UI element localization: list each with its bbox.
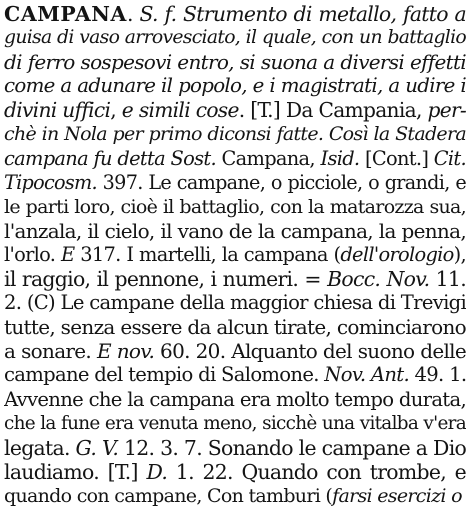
entry-text: quando con campane, Con tamburi ( xyxy=(4,484,333,507)
italic-text: Isid. xyxy=(320,146,360,170)
entry-text: 397. Le campane, o picciole, o grandi, e xyxy=(96,170,466,194)
italic-text: campana fu detta Sost. xyxy=(4,146,216,170)
entry-line xyxy=(4,243,466,267)
entry-line xyxy=(4,484,466,508)
italic-text: per- xyxy=(427,98,466,123)
entry-text: 49. 1. xyxy=(409,363,466,387)
italic-text: E xyxy=(61,242,75,266)
italic-text: Bocc. Nov. xyxy=(327,267,430,292)
entry-line xyxy=(4,436,466,460)
headword: CAMPANA xyxy=(4,2,127,26)
entry-line xyxy=(4,363,466,387)
entry-line xyxy=(4,26,466,50)
entry-text: ), xyxy=(453,242,466,266)
italic-text: farsi esercizi o xyxy=(332,484,462,507)
entry-line xyxy=(4,339,466,363)
entry-text: l'anzala, il cielo, il vano de la campana, la penna, xyxy=(4,218,466,243)
entry-text: 2. (C) Le campane della maggior chiesa di Trevigi xyxy=(4,291,466,315)
entry-line xyxy=(4,147,466,171)
italic-text: E nov. xyxy=(96,339,155,364)
italic-text: S. f. Strumento di metallo, fatto a xyxy=(139,2,466,26)
dictionary-entry-campana xyxy=(4,2,466,508)
italic-text: Tipocosm. xyxy=(4,170,97,194)
italic-text: D. xyxy=(146,459,168,484)
entry-line xyxy=(4,50,466,74)
entry-line xyxy=(4,267,466,291)
italic-text: Cit. xyxy=(433,146,466,170)
entry-text: legata. xyxy=(4,435,76,460)
entry-text: 60. 20. Alquanto del suono delle xyxy=(154,339,466,364)
entry-text: a sonare. xyxy=(4,339,97,364)
entry-line xyxy=(4,219,466,243)
entry-line xyxy=(4,412,466,436)
italic-text: come a adunare il popolo, e i magistrati, a udire i xyxy=(4,74,466,98)
entry-text: laudiamo. [T.] xyxy=(4,459,147,484)
entry-text: 317. I martelli, la campana ( xyxy=(74,242,341,266)
entry-line xyxy=(4,315,466,339)
entry-text: le parti loro, cioè il battaglio, con la matarozza sua, xyxy=(4,195,466,218)
entry-text: 12. 3. 7. Sonando le campane a Dio xyxy=(118,435,466,460)
entry-text: Campana, xyxy=(215,146,321,170)
entry-line xyxy=(4,74,466,98)
italic-text: G. V. xyxy=(75,435,119,460)
entry-text: [Cont.] xyxy=(359,146,434,170)
entry-text: . xyxy=(126,2,140,26)
entry-text: 11. xyxy=(429,267,466,292)
entry-text: il raggio, il pennone, i numeri. = xyxy=(4,267,328,292)
entry-text: campane del tempio di Salomone. xyxy=(4,363,325,387)
entry-text: che la fune era venuta meno, sicchè una vitalba v'era xyxy=(4,412,466,434)
entry-text: l'orlo. xyxy=(4,242,62,266)
entry-line xyxy=(4,98,466,122)
entry-text: , xyxy=(110,98,122,123)
entry-line xyxy=(4,291,466,315)
italic-text: di ferro sospesovi entro, si suona a diversi effetti xyxy=(4,50,466,75)
entry-line xyxy=(4,460,466,484)
entry-text: Avvenne che la campana era molto tempo durata, xyxy=(4,387,466,411)
entry-line xyxy=(4,195,466,219)
entry-line xyxy=(4,122,466,146)
italic-text: guisa di vaso arrovesciato, il quale, con un battaglio xyxy=(4,27,466,49)
italic-text: divini uffici xyxy=(4,98,111,123)
entry-line xyxy=(4,388,466,412)
entry-text: . [T.] Da Campania, xyxy=(238,98,428,123)
entry-text: tutte, senza essere da alcun tirate, cominciarono xyxy=(4,315,466,340)
entry-line xyxy=(4,2,466,26)
italic-text: dell'orologio xyxy=(340,242,454,266)
italic-text: Nov. Ant. xyxy=(324,363,409,387)
entry-text: 1. 22. Quando con trombe, e xyxy=(167,459,466,484)
italic-text: e simili cose xyxy=(121,98,239,123)
entry-line xyxy=(4,171,466,195)
italic-text: chè in Nola per primo diconsi fatte. Così la Stadera xyxy=(4,123,466,146)
